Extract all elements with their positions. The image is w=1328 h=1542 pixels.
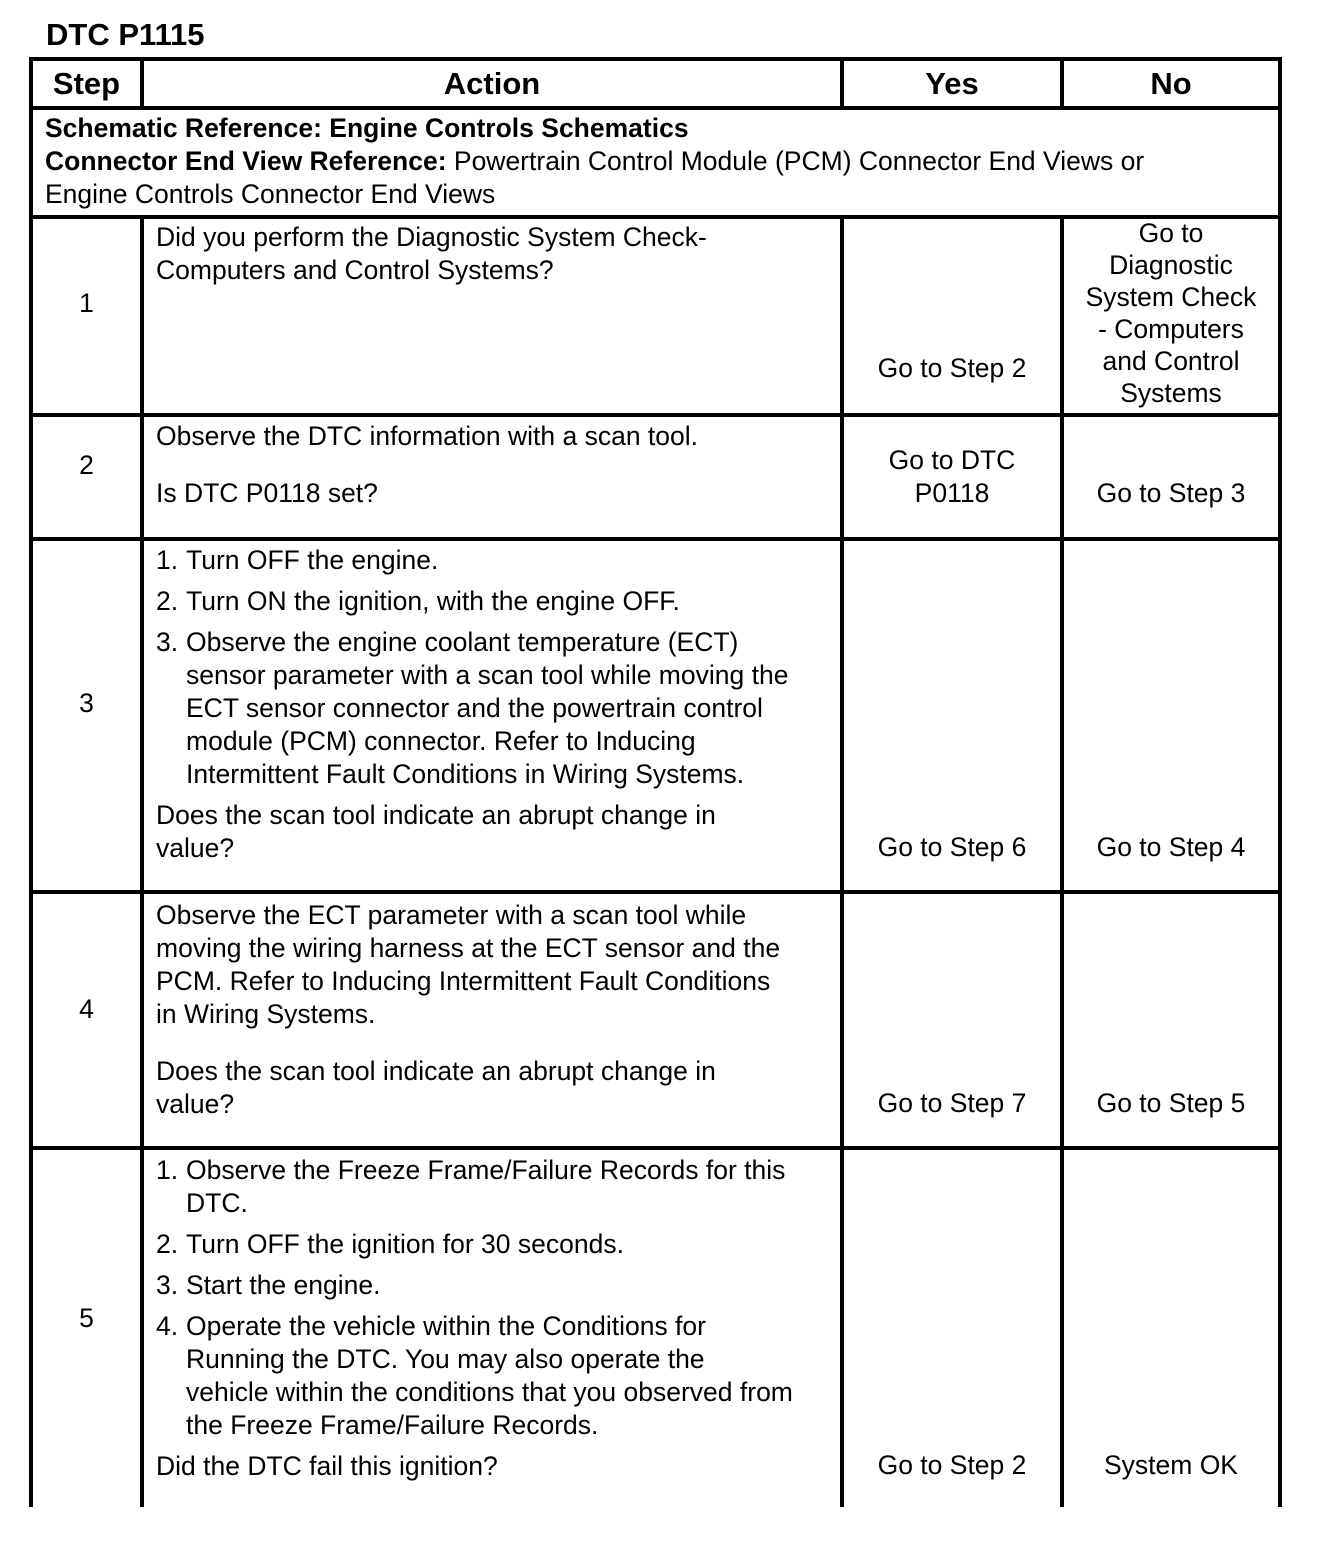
- connector-reference-label: Connector End View Reference:: [45, 146, 447, 176]
- no-result-line: Go to: [1138, 218, 1204, 248]
- list-item-text: Turn ON the ignition, with the engine OFF.: [186, 586, 680, 616]
- no-result-line: System Check: [1085, 282, 1257, 312]
- list-item: [156, 1269, 836, 1302]
- list-item: [156, 1154, 836, 1220]
- step-number: 1: [79, 288, 94, 318]
- reference-block: [45, 112, 1144, 211]
- no-result-line: and Control: [1102, 346, 1240, 376]
- step-number: 5: [79, 1303, 94, 1333]
- list-item: [156, 626, 836, 791]
- connector-reference: [45, 145, 1144, 178]
- list-item-number: 1.: [156, 1155, 179, 1185]
- no-result: Go to Step 4: [1096, 832, 1246, 862]
- document-title: DTC P1115: [46, 17, 205, 52]
- no-result-line: Systems: [1120, 378, 1222, 408]
- list-item-text: Observe the engine coolant temperature (ECT): [186, 627, 739, 657]
- action-question: Did the DTC fail this ignition?: [156, 1451, 498, 1481]
- action-question: Does the scan tool indicate an abrupt change in: [156, 800, 716, 830]
- action-steps: [156, 1154, 836, 1442]
- action-steps: [156, 544, 836, 791]
- list-item-number: 2.: [156, 1229, 179, 1259]
- list-item-number: 2.: [156, 586, 179, 616]
- no-result: [1064, 217, 1278, 409]
- table-border-right: [1278, 57, 1282, 1507]
- list-item-text: Start the engine.: [186, 1270, 381, 1300]
- yes-result-line: Go to DTC: [888, 445, 1016, 475]
- row-divider: [29, 1146, 1282, 1150]
- action-text: [156, 420, 698, 510]
- list-item-text: vehicle within the conditions that you observed from: [186, 1377, 793, 1407]
- list-item-text: Turn OFF the ignition for 30 seconds.: [186, 1229, 624, 1259]
- list-item-number: 3.: [156, 1270, 179, 1300]
- list-item-text: Observe the Freeze Frame/Failure Records for this: [186, 1155, 786, 1185]
- yes-result: [844, 444, 1060, 510]
- action-line: moving the wiring harness at the ECT sensor and the: [156, 933, 781, 963]
- connector-reference-text-cont: Engine Controls Connector End Views: [45, 179, 496, 209]
- yes-result: Go to Step 2: [877, 1450, 1027, 1480]
- yes-result: Go to Step 6: [877, 832, 1027, 862]
- header-no: No: [1150, 66, 1192, 101]
- action-question: value?: [156, 833, 235, 863]
- row-divider: [29, 537, 1282, 541]
- step-number: 2: [79, 450, 94, 480]
- list-item-text: Intermittent Fault Conditions in Wiring Systems.: [186, 759, 745, 789]
- action-text: [156, 544, 836, 865]
- list-item-text: module (PCM) connector. Refer to Inducing: [186, 726, 696, 756]
- action-text: [156, 221, 707, 287]
- list-item-number: 3.: [156, 627, 179, 657]
- list-item-text: Turn OFF the engine.: [186, 545, 439, 575]
- action-line: Did you perform the Diagnostic System Check-: [156, 222, 707, 252]
- row-divider: [29, 413, 1282, 417]
- list-item-text: ECT sensor connector and the powertrain control: [186, 693, 763, 723]
- table-border-left: [29, 57, 33, 1507]
- list-item-text: sensor parameter with a scan tool while moving the: [186, 660, 789, 690]
- action-question: Does the scan tool indicate an abrupt change in: [156, 1056, 716, 1086]
- list-item: [156, 1310, 836, 1442]
- header-yes: Yes: [925, 66, 979, 101]
- no-result: Go to Step 3: [1096, 478, 1246, 508]
- no-result-line: - Computers: [1098, 314, 1244, 344]
- action-line: PCM. Refer to Inducing Intermittent Fault Conditions: [156, 966, 771, 996]
- step-number: 3: [79, 688, 94, 718]
- column-divider: [140, 215, 144, 1507]
- connector-reference-text: Powertrain Control Module (PCM) Connector End Views or: [446, 146, 1145, 176]
- action-line: in Wiring Systems.: [156, 999, 376, 1029]
- yes-result: Go to Step 2: [877, 353, 1027, 383]
- row-divider: [29, 890, 1282, 894]
- list-item: [156, 1228, 836, 1261]
- action-line: Observe the ECT parameter with a scan tool while: [156, 900, 747, 930]
- diagnostic-table: [29, 57, 1282, 1507]
- list-item: [156, 544, 836, 577]
- header-action: Action: [443, 66, 541, 101]
- no-result-line: Diagnostic: [1109, 250, 1233, 280]
- header-step: Step: [52, 66, 121, 101]
- list-item-text: Running the DTC. You may also operate the: [186, 1344, 705, 1374]
- no-result: System OK: [1103, 1450, 1238, 1480]
- list-item-number: 4.: [156, 1311, 179, 1341]
- step-number: 4: [79, 994, 94, 1024]
- list-item-text: the Freeze Frame/Failure Records.: [186, 1410, 599, 1440]
- yes-result-line: P0118: [914, 478, 990, 508]
- schematic-reference: Schematic Reference: Engine Controls Schematics: [45, 113, 689, 143]
- list-item: [156, 585, 836, 618]
- list-item-text: DTC.: [186, 1188, 248, 1218]
- list-item-text: Operate the vehicle within the Conditions for: [186, 1311, 706, 1341]
- no-result: Go to Step 5: [1096, 1088, 1246, 1118]
- action-question: value?: [156, 1089, 235, 1119]
- action-line: Computers and Control Systems?: [156, 255, 554, 285]
- action-line: Observe the DTC information with a scan tool.: [156, 421, 699, 451]
- action-question: Is DTC P0118 set?: [156, 478, 378, 508]
- action-text: [156, 1154, 836, 1483]
- list-item-number: 1.: [156, 545, 179, 575]
- yes-result: Go to Step 7: [877, 1088, 1027, 1118]
- action-text: [156, 899, 836, 1121]
